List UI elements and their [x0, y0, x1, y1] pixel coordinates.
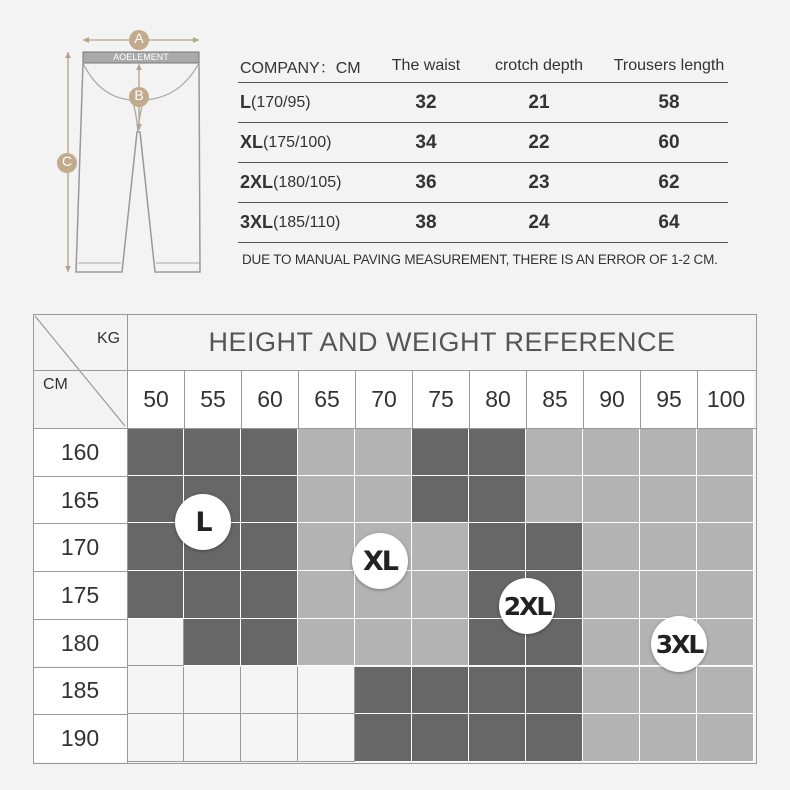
- size-zone-cell: [241, 714, 298, 762]
- crotch-value: 24: [528, 211, 550, 233]
- grid-line: [33, 314, 757, 315]
- waist-value: 38: [415, 211, 437, 233]
- size-zone-cell: [355, 619, 412, 667]
- size-range: (175/100): [263, 133, 332, 151]
- size-zone-cell: [241, 428, 298, 476]
- size-zone-cell: [640, 428, 697, 476]
- size-row: [238, 123, 728, 163]
- size-zone-cell: [583, 619, 640, 667]
- grid-line: [33, 370, 757, 371]
- size-zone-cell: [640, 571, 697, 619]
- weight-header: 80: [469, 370, 526, 428]
- size-row: [238, 163, 728, 203]
- crotch-value: 22: [528, 131, 550, 153]
- header-length: Trousers length: [613, 57, 725, 74]
- size-badge-2xl: 2XL: [499, 578, 555, 634]
- cm-label: CM: [43, 376, 68, 393]
- size-zone-cell: [127, 667, 184, 715]
- size-zone-cell: [298, 619, 355, 667]
- brand-label: AOELEMENT: [113, 52, 169, 62]
- size-zone-cell: [355, 428, 412, 476]
- grid-line: [756, 314, 757, 764]
- crotch-value: 23: [528, 171, 550, 193]
- size-zone-cell: [640, 476, 697, 524]
- waist-value: 34: [415, 131, 437, 153]
- height-label: 185: [33, 667, 127, 715]
- size-zone-cell: [412, 714, 469, 762]
- size-code: 3XL: [240, 212, 274, 232]
- height-weight-chart: [33, 314, 757, 764]
- kg-label: KG: [97, 330, 121, 347]
- size-zone-cell: [298, 476, 355, 524]
- size-zone-cell: [127, 714, 184, 762]
- crotch-value: 21: [528, 91, 550, 113]
- size-zone-cell: [184, 667, 241, 715]
- weight-header: 90: [583, 370, 640, 428]
- grid-line: [33, 314, 34, 764]
- size-zone-cell: [697, 428, 754, 476]
- length-value: 58: [658, 91, 680, 113]
- height-label: 170: [33, 523, 127, 571]
- size-zone-cell: [241, 619, 298, 667]
- corner-cell: [33, 314, 127, 428]
- size-row: [238, 83, 728, 123]
- size-code: 2XL: [240, 172, 274, 192]
- size-zone-cell: [412, 428, 469, 476]
- size-zone-cell: [184, 619, 241, 667]
- size-zone-cell: [298, 571, 355, 619]
- weight-header: 95: [640, 370, 697, 428]
- label-a: A: [134, 30, 144, 46]
- size-zone-cell: [583, 428, 640, 476]
- header-waist: The waist: [391, 57, 461, 74]
- size-zone-cell: [298, 667, 355, 715]
- pants-diagram: [40, 20, 220, 280]
- size-zone-cell: [355, 476, 412, 524]
- weight-header: 75: [412, 370, 469, 428]
- size-zone-cell: [298, 714, 355, 762]
- weight-header: 65: [298, 370, 355, 428]
- size-zone-cell: [298, 523, 355, 571]
- size-zone-cell: [184, 571, 241, 619]
- size-zone-cell: [583, 523, 640, 571]
- size-zone-cell: [583, 571, 640, 619]
- weight-header: 55: [184, 370, 241, 428]
- measurement-notice: DUE TO MANUAL PAVING MEASUREMENT, THERE IS AN ERROR OF 1-2 CM.: [242, 252, 718, 267]
- size-zone-cell: [583, 667, 640, 715]
- size-zone-cell: [583, 476, 640, 524]
- size-zone-cell: [355, 714, 412, 762]
- size-zone-cell: [526, 714, 583, 762]
- size-zone-cell: [469, 667, 526, 715]
- size-zone-cell: [697, 714, 754, 762]
- label-c: C: [61, 153, 73, 169]
- grid-line: [33, 763, 757, 764]
- height-label: 175: [33, 571, 127, 619]
- size-zone-cell: [241, 476, 298, 524]
- length-value: 64: [658, 211, 680, 233]
- size-zone-cell: [241, 667, 298, 715]
- size-zone-cell: [412, 571, 469, 619]
- size-zone-cell: [697, 667, 754, 715]
- size-zone-cell: [412, 476, 469, 524]
- size-badge-xl: XL: [352, 533, 408, 589]
- size-zone-cell: [469, 714, 526, 762]
- weight-header: 50: [127, 370, 184, 428]
- size-name: [240, 203, 390, 242]
- size-zone-cell: [241, 571, 298, 619]
- weight-header: 70: [355, 370, 412, 428]
- size-zone-cell: [412, 619, 469, 667]
- label-b: B: [134, 87, 144, 103]
- size-range: (180/105): [273, 173, 342, 191]
- size-zone-cell: [127, 428, 184, 476]
- size-zone-cell: [583, 714, 640, 762]
- size-badge-3xl: 3XL: [651, 616, 707, 672]
- size-name: [240, 83, 390, 122]
- size-zone-cell: [697, 571, 754, 619]
- waist-value: 32: [415, 91, 437, 113]
- size-zone-cell: [355, 667, 412, 715]
- size-zone-cell: [412, 523, 469, 571]
- height-label: 190: [33, 714, 127, 762]
- length-value: 60: [658, 131, 680, 153]
- size-zone-cell: [298, 428, 355, 476]
- size-zone-cell: [241, 523, 298, 571]
- size-zone-cell: [469, 428, 526, 476]
- size-table: [238, 50, 728, 243]
- weight-header: 60: [241, 370, 298, 428]
- height-label: 165: [33, 476, 127, 524]
- size-zone-cell: [184, 428, 241, 476]
- height-label: 180: [33, 619, 127, 667]
- header-company: COMPANY：CM: [240, 59, 361, 77]
- weight-header: 100: [697, 370, 754, 428]
- size-zone-cell: [697, 476, 754, 524]
- size-zone-cell: [526, 667, 583, 715]
- waist-value: 36: [415, 171, 437, 193]
- size-table-header: [238, 50, 728, 83]
- size-code: XL: [240, 132, 264, 152]
- size-zone-cell: [640, 667, 697, 715]
- size-name: [240, 123, 390, 162]
- size-range: (185/110): [273, 213, 341, 231]
- size-zone-cell: [127, 571, 184, 619]
- size-badge-l: L: [175, 494, 231, 550]
- grid-line: [33, 428, 757, 429]
- size-zone-cell: [412, 667, 469, 715]
- height-label: 160: [33, 428, 127, 476]
- size-zone-cell: [184, 714, 241, 762]
- size-zone-cell: [640, 714, 697, 762]
- chart-title: HEIGHT AND WEIGHT REFERENCE: [208, 326, 676, 357]
- size-name: [240, 163, 390, 202]
- size-zone-cell: [526, 428, 583, 476]
- size-zone-cell: [469, 523, 526, 571]
- length-value: 62: [658, 171, 680, 193]
- size-row: [238, 203, 728, 243]
- size-zone-cell: [697, 523, 754, 571]
- size-range: (170/95): [251, 93, 311, 111]
- weight-header: 85: [526, 370, 583, 428]
- size-code: L: [240, 92, 251, 112]
- size-zone-cell: [640, 523, 697, 571]
- size-zone-cell: [469, 476, 526, 524]
- header-crotch: crotch depth: [494, 57, 584, 74]
- size-zone-cell: [127, 619, 184, 667]
- grid-line: [127, 314, 128, 764]
- size-zone-cell: [526, 523, 583, 571]
- size-zone-cell: [526, 476, 583, 524]
